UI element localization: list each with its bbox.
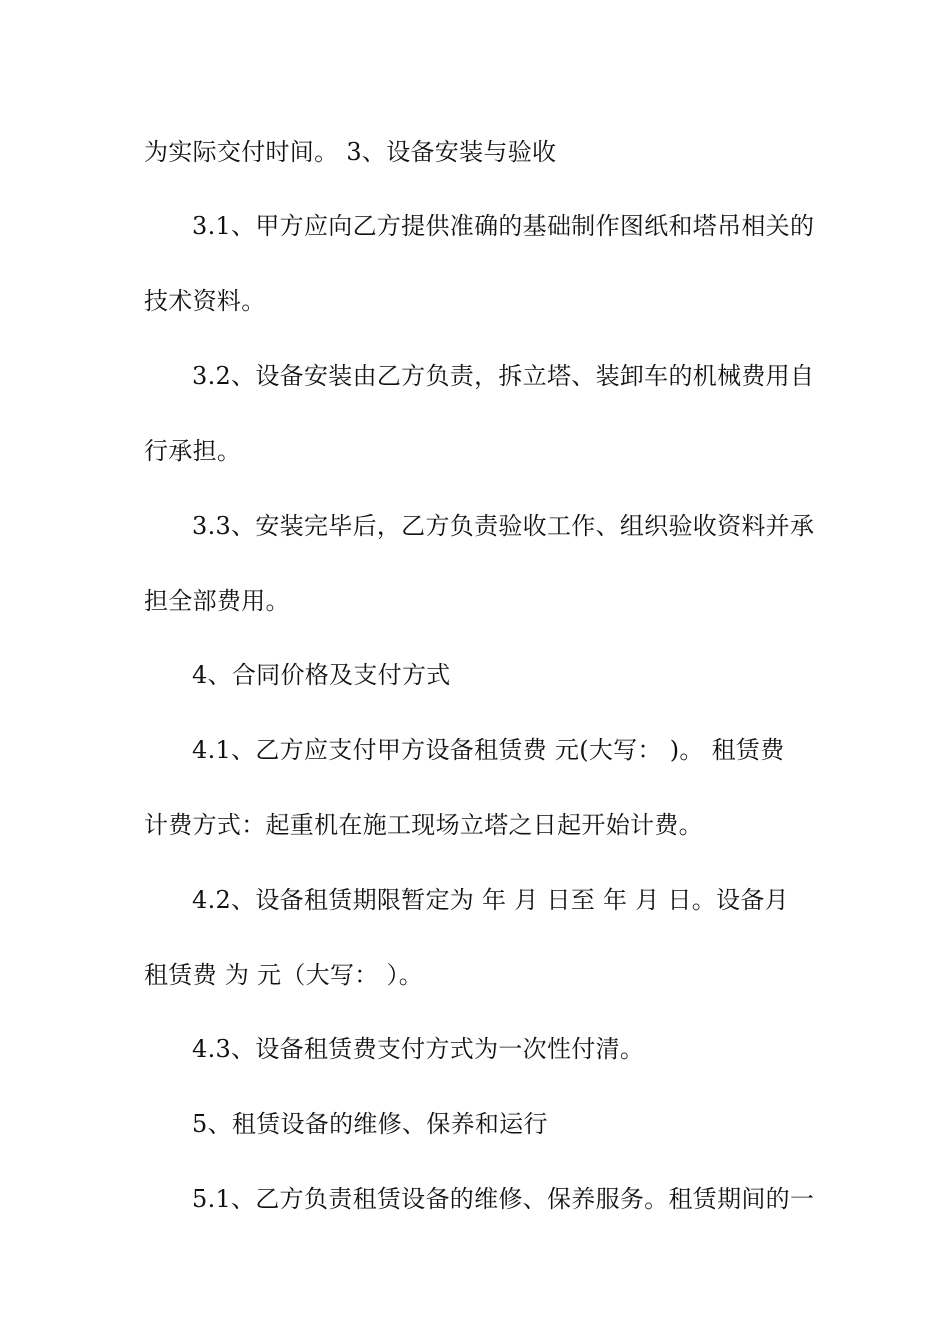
text-line-2: 3.1、甲方应向乙方提供准确的基础制作图纸和塔吊相关的 xyxy=(192,212,815,240)
text-line-4: 3.2、设备安装由乙方负责，拆立塔、装卸车的机械费用自 xyxy=(192,362,815,390)
text-line-7: 担全部费用。 xyxy=(144,587,290,615)
text-line-13: 4.3、设备租赁费支付方式为一次性付清。 xyxy=(192,1035,645,1063)
text-line-15: 5.1、乙方负责租赁设备的维修、保养服务。租赁期间的一 xyxy=(192,1185,815,1213)
text-line-1: 为实际交付时间。 3、设备安装与验收 xyxy=(144,138,557,166)
text-line-10: 计费方式：起重机在施工现场立塔之日起开始计费。 xyxy=(144,811,703,839)
text-line-11: 4.2、设备租赁期限暂定为 年 月 日至 年 月 日。设备月 xyxy=(192,886,789,914)
text-line-6: 3.3、安装完毕后，乙方负责验收工作、组织验收资料并承 xyxy=(192,512,815,540)
text-line-9: 4.1、乙方应支付甲方设备租赁费 元(大写： )。 租赁费 xyxy=(192,736,785,764)
section-heading-5: 5、租赁设备的维修、保养和运行 xyxy=(192,1110,548,1138)
section-heading-4: 4、合同价格及支付方式 xyxy=(192,661,451,689)
text-line-5: 行承担。 xyxy=(144,437,242,465)
text-line-12: 租赁费 为 元（大写： ）。 xyxy=(144,961,424,989)
text-line-3: 技术资料。 xyxy=(144,287,266,315)
